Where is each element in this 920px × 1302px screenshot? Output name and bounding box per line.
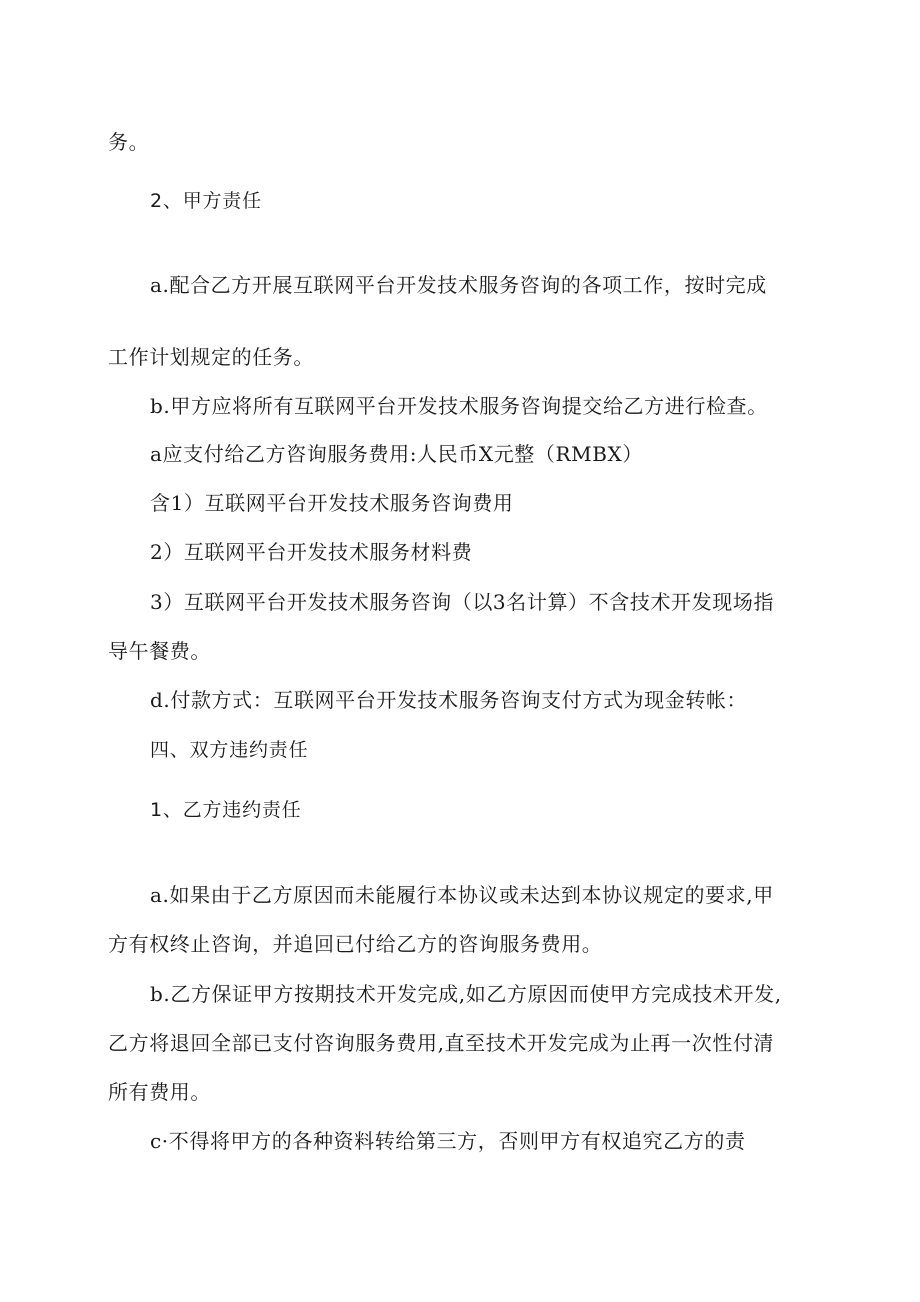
payment-item-3-line-2: 导午餐费。	[108, 639, 211, 663]
clause-b: b.甲方应将所有互联网平台开发技术服务咨询提交给乙方进行检查。	[150, 394, 768, 418]
clause-payment-amount: a应支付给乙方咨询服务费用:人民币X元整（RMBX）	[150, 442, 643, 466]
liability-clause-a-line-1: a.如果由于乙方原因而未能履行本协议或未达到本协议规定的要求,甲	[150, 883, 774, 907]
payment-item-2: 2）互联网平台开发技术服务材料费	[150, 540, 473, 564]
clause-a-line-1: a.配合乙方开展互联网平台开发技术服务咨询的各项工作，按时完成	[150, 273, 767, 297]
section-heading-party-a-responsibility: 2、甲方责任	[150, 190, 262, 212]
payment-item-3-line-1: 3）互联网平台开发技术服务咨询（以3名计算）不含技术开发现场指	[150, 590, 775, 614]
clause-d-payment-method: d.付款方式：互联网平台开发技术服务咨询支付方式为现金转帐：	[150, 688, 748, 712]
liability-clause-c: c·不得将甲方的各种资料转给第三方，否则甲方有权追究乙方的责	[150, 1129, 746, 1153]
section-heading-breach-liability: 四、双方违约责任	[150, 739, 309, 761]
liability-clause-b-line-1: b.乙方保证甲方按期技术开发完成,如乙方原因而使甲方完成技术开发,	[150, 982, 782, 1006]
payment-item-1: 含1）互联网平台开发技术服务咨询费用	[150, 491, 514, 515]
liability-clause-b-line-3: 所有费用。	[108, 1080, 211, 1104]
section-heading-party-b-liability: 1、乙方违约责任	[150, 799, 302, 821]
paragraph-continuation: 务。	[108, 130, 150, 154]
liability-clause-b-line-2: 乙方将退回全部已支付咨询服务费用,直至技术开发完成为止再一次性付清	[108, 1031, 775, 1055]
clause-a-line-2: 工作计划规定的任务。	[108, 345, 314, 369]
liability-clause-a-line-2: 方有权终止咨询，并追回已付给乙方的咨询服务费用。	[108, 932, 603, 956]
